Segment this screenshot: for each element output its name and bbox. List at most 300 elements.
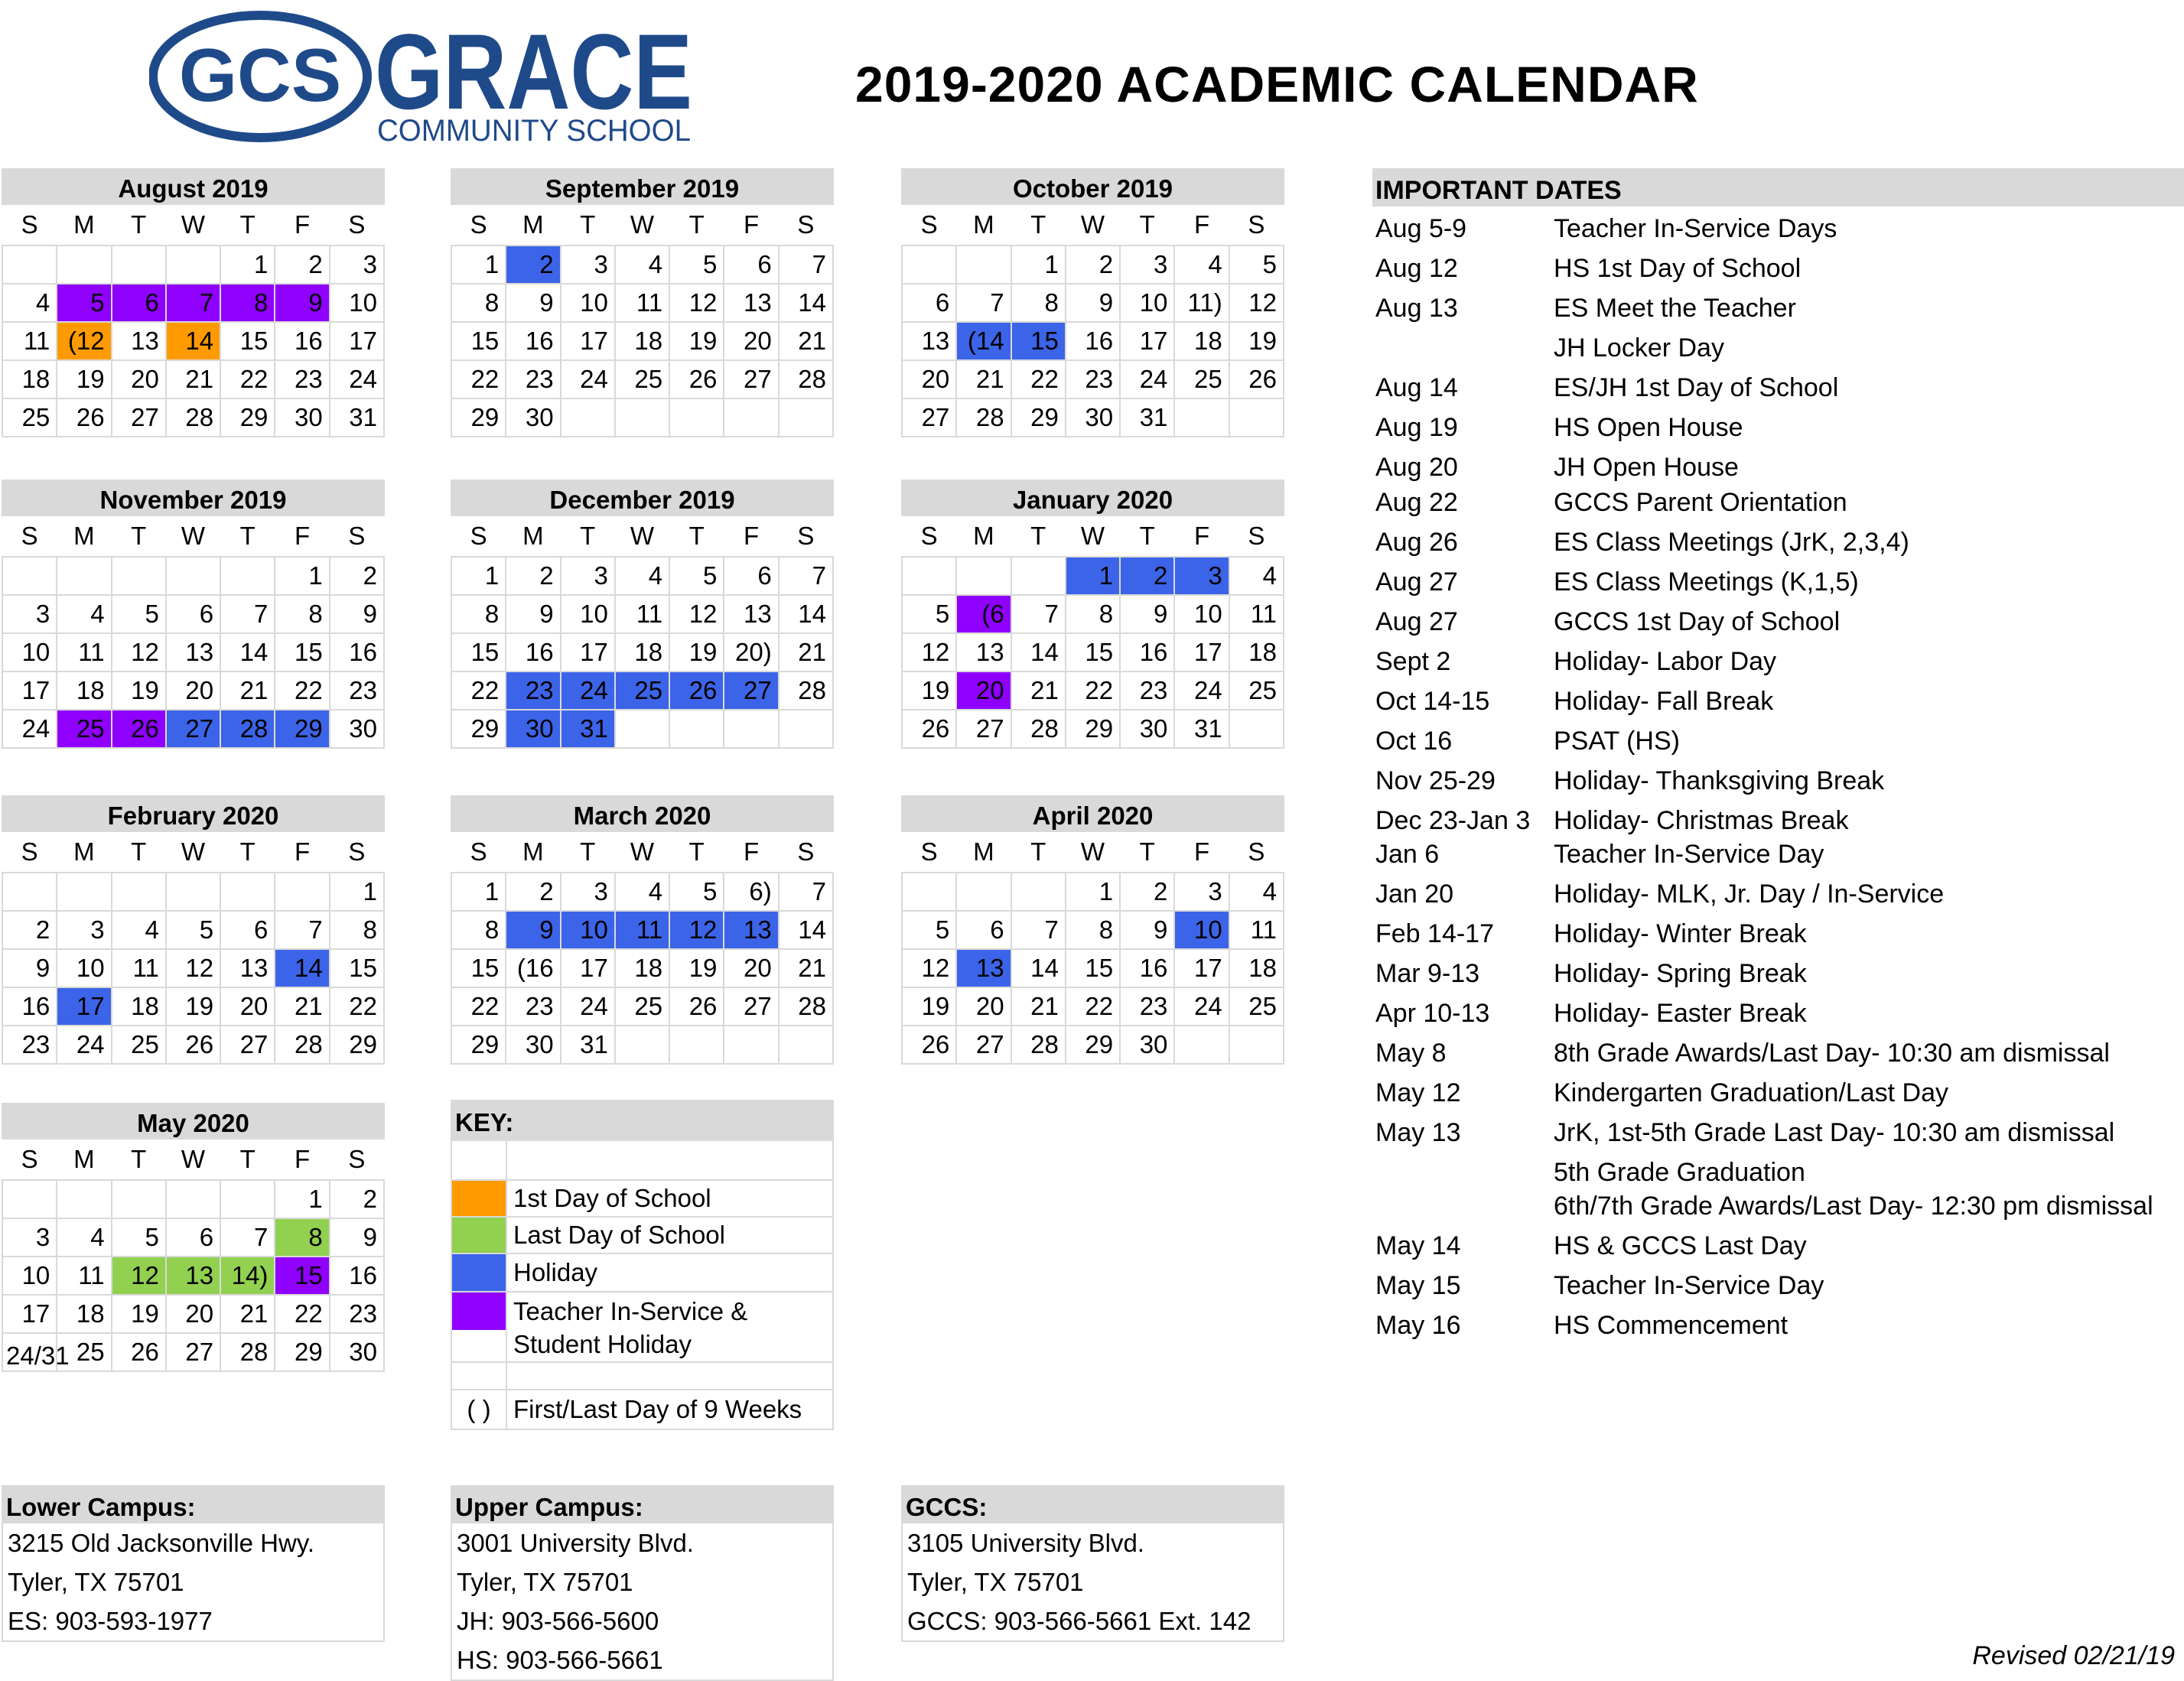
day-cell: 20 [166, 671, 220, 710]
weekday-label: T [580, 210, 596, 239]
month-name: April 2020 [901, 795, 1284, 832]
day-cell: 22 [451, 987, 506, 1026]
week-row [2, 1218, 384, 1257]
day-cell: 3 [57, 911, 111, 949]
important-date: Aug 20 [1375, 453, 1458, 482]
day-cell: 12 [902, 949, 956, 987]
day-cell: 15 [451, 949, 506, 987]
day-cell: 14 [779, 911, 833, 949]
campus-line: HS: 903-566-5661 [457, 1646, 663, 1674]
weekday-label: F [1193, 522, 1210, 550]
important-description: ES/JH 1st Day of School [1554, 373, 1839, 402]
important-description: Holiday- Winter Break [1554, 919, 1807, 948]
month-grid [451, 832, 834, 1065]
week-row [2, 1026, 384, 1064]
important-description: ES Meet the Teacher [1554, 294, 1796, 323]
day-cell: 30 [1120, 1026, 1174, 1064]
day-cell: 20 [724, 322, 778, 360]
day-cell: 2 [275, 245, 329, 284]
key-spacer-label [506, 1362, 833, 1390]
day-cell: 14 [1011, 633, 1066, 671]
key-holiday-label: Holiday [506, 1253, 833, 1292]
day-cell: 18 [1174, 322, 1229, 360]
day-cell: 5 [112, 1218, 166, 1257]
important-date: Oct 14-15 [1375, 687, 1490, 716]
day-cell: 25 [112, 1026, 166, 1064]
week-row [451, 1026, 833, 1064]
important-description: JrK, 1st-5th Grade Last Day- 10:30 am dismissal [1554, 1118, 2115, 1147]
key-inservice-label-1: Teacher In-Service & [506, 1292, 833, 1330]
week-row [902, 595, 1284, 633]
day-cell: 24 [57, 1026, 111, 1064]
day-cell: 1 [451, 245, 506, 284]
day-cell: 8 [451, 595, 506, 633]
day-cell [1229, 1026, 1284, 1064]
day-cell: 23 [506, 671, 560, 710]
day-cell [615, 398, 669, 437]
day-cell: 5 [669, 245, 724, 284]
day-cell: 17 [57, 987, 111, 1026]
day-cell: 26 [57, 398, 111, 437]
day-cell: 24 [561, 671, 615, 710]
weekday-label: T [131, 522, 147, 550]
day-cell: 22 [220, 360, 275, 398]
day-cell: 6 [220, 911, 275, 949]
day-cell: 19 [112, 671, 166, 710]
day-cell: 3 [561, 873, 615, 911]
day-cell: 22 [330, 987, 384, 1026]
weekday-label: T [239, 210, 256, 239]
weekday-label: S [21, 522, 38, 550]
day-cell: 28 [956, 398, 1011, 437]
day-cell: 19 [669, 949, 724, 987]
important-description: HS Open House [1554, 413, 1743, 442]
day-cell: 31 [330, 398, 384, 437]
day-cell: (14 [956, 322, 1011, 360]
day-cell: 3 [561, 557, 615, 595]
month-name: February 2020 [2, 795, 385, 832]
key-inservice-label-2: Student Holiday [506, 1330, 833, 1362]
day-cell: 7 [166, 284, 220, 322]
day-cell: 8 [1011, 284, 1066, 322]
day-cell [1229, 710, 1284, 748]
day-cell: 14 [1011, 949, 1066, 987]
weekday-label: M [973, 522, 994, 550]
day-cell: 9 [1120, 595, 1174, 633]
weekday-label: T [580, 837, 596, 866]
weekday-label: F [743, 837, 760, 866]
day-cell: 2 [330, 557, 384, 595]
day-cell: 27 [112, 398, 166, 437]
key-blank-swatch [451, 1140, 506, 1180]
day-cell: 19 [1229, 322, 1284, 360]
campus-line: 3105 University Blvd. [907, 1529, 1144, 1557]
campus-details [901, 1523, 1284, 1642]
day-cell: 7 [779, 557, 833, 595]
day-cell: 7 [956, 284, 1011, 322]
important-description: 6th/7th Grade Awards/Last Day- 12:30 pm dismissal [1554, 1192, 2153, 1221]
important-description: Holiday- Easter Break [1554, 999, 1807, 1028]
weekday-label: F [1193, 837, 1210, 866]
day-cell [2, 245, 57, 284]
day-cell: (16 [506, 949, 560, 987]
day-cell: 18 [1229, 949, 1284, 987]
day-cell: 23 [506, 360, 560, 398]
month-name: August 2019 [2, 168, 385, 205]
day-cell: 4 [615, 873, 669, 911]
day-cell: 11 [615, 911, 669, 949]
day-cell [112, 873, 166, 911]
day-cell: 13 [956, 949, 1011, 987]
important-description: HS 1st Day of School [1554, 254, 1802, 283]
day-cell: 9 [506, 911, 560, 949]
important-description: Teacher In-Service Day [1554, 1271, 1824, 1300]
day-cell: 2 [506, 873, 560, 911]
day-cell: 28 [275, 1026, 329, 1064]
day-cell: 25 [615, 360, 669, 398]
day-cell: 11 [615, 284, 669, 322]
weekday-label: S [1248, 522, 1265, 550]
day-cell: 16 [1120, 949, 1174, 987]
month-calendar [451, 168, 834, 437]
campus-details [451, 1523, 834, 1681]
day-cell: 4 [2, 284, 57, 322]
day-cell: 4 [1174, 245, 1229, 284]
day-cell: 21 [220, 671, 275, 710]
weekday-label: T [688, 837, 705, 866]
day-cell: 10 [57, 949, 111, 987]
day-cell: 13 [902, 322, 956, 360]
day-cell: 15 [451, 633, 506, 671]
day-cell: 20 [724, 949, 778, 987]
day-cell: 7 [220, 1218, 275, 1257]
day-cell: 24 [561, 360, 615, 398]
campus-line: Tyler, TX 75701 [907, 1568, 1084, 1596]
key-holiday-swatch [451, 1253, 506, 1292]
week-row [902, 949, 1284, 987]
day-cell: 15 [1066, 633, 1120, 671]
day-cell: 23 [275, 360, 329, 398]
day-cell: 13 [956, 633, 1011, 671]
day-cell: 16 [1066, 322, 1120, 360]
important-description: Teacher In-Service Day [1554, 840, 1824, 869]
day-cell: 4 [1229, 873, 1284, 911]
week-row [902, 633, 1284, 671]
week-row [451, 322, 833, 360]
weekday-label: W [630, 837, 655, 866]
day-cell: 13 [166, 1257, 220, 1295]
month-calendar [451, 480, 834, 749]
day-cell [956, 873, 1011, 911]
weekday-label: M [973, 837, 994, 866]
weekday-label: T [131, 210, 147, 239]
important-description: ES Class Meetings (K,1,5) [1554, 567, 1859, 597]
campus-title: Lower Campus: [2, 1485, 385, 1523]
month-grid [2, 205, 385, 437]
day-cell: 6 [166, 1218, 220, 1257]
day-cell: 20 [956, 987, 1011, 1026]
day-cell: 30 [1066, 398, 1120, 437]
week-row [451, 987, 833, 1026]
weekday-label: F [294, 1145, 311, 1173]
day-cell: 22 [275, 1295, 329, 1333]
day-cell: 27 [956, 710, 1011, 748]
revised-date: Revised 02/21/19 [1972, 1641, 2175, 1670]
important-date: Apr 10-13 [1375, 999, 1490, 1028]
day-cell: 20 [956, 671, 1011, 710]
day-cell: 6 [112, 284, 166, 322]
weekday-label: T [580, 522, 596, 550]
week-row [2, 557, 384, 595]
day-cell: 12 [669, 284, 724, 322]
important-date: Aug 26 [1375, 528, 1458, 557]
month-grid [2, 832, 385, 1065]
day-cell: 12 [1229, 284, 1284, 322]
weekday-label: F [294, 837, 311, 866]
day-cell: 28 [779, 360, 833, 398]
weekday-label: M [522, 210, 544, 239]
weekday-label: S [348, 837, 366, 866]
day-cell: 8 [451, 911, 506, 949]
weekday-label: T [688, 210, 705, 239]
day-cell: 3 [2, 1218, 57, 1257]
day-cell: 19 [902, 987, 956, 1026]
week-row [2, 1257, 384, 1295]
day-cell: 12 [902, 633, 956, 671]
weekday-label: S [470, 522, 487, 550]
day-cell: 8 [275, 595, 329, 633]
day-cell: 1 [330, 873, 384, 911]
day-cell [57, 557, 111, 595]
day-cell: 28 [779, 671, 833, 710]
day-cell: 11 [57, 633, 111, 671]
day-cell: 5 [112, 595, 166, 633]
campus-line: GCCS: 903-566-5661 Ext. 142 [907, 1607, 1251, 1635]
day-cell: 2 [330, 1180, 384, 1218]
day-cell: 17 [2, 1295, 57, 1333]
day-cell: 27 [724, 671, 778, 710]
day-cell: 10 [561, 911, 615, 949]
day-cell: 2 [2, 911, 57, 949]
day-cell: 24 [330, 360, 384, 398]
key-table [451, 1140, 834, 1430]
important-date: May 12 [1375, 1078, 1461, 1107]
month-calendar [901, 480, 1284, 749]
month-grid [451, 205, 834, 437]
important-dates-heading: IMPORTANT DATES [1372, 168, 2184, 206]
week-row [2, 595, 384, 633]
page-title: 2019-2020 ACADEMIC CALENDAR [855, 56, 1699, 112]
day-cell: 21 [1011, 987, 1066, 1026]
month-calendar [2, 480, 385, 749]
day-cell: 30 [1120, 710, 1174, 748]
day-cell: 14 [220, 633, 275, 671]
week-row [902, 710, 1284, 748]
important-description: JH Locker Day [1554, 333, 1724, 363]
weekday-label: F [743, 210, 760, 239]
weekday-label: T [1139, 210, 1155, 239]
day-cell [779, 710, 833, 748]
day-cell: 17 [2, 671, 57, 710]
day-cell [779, 398, 833, 437]
day-cell: 23 [1066, 360, 1120, 398]
day-cell: 10 [561, 284, 615, 322]
day-cell: 13 [220, 949, 275, 987]
week-row [2, 398, 384, 437]
weekday-label: M [73, 1145, 95, 1173]
weekday-label: W [181, 522, 206, 550]
week-row [451, 949, 833, 987]
important-date: Sept 2 [1375, 647, 1451, 676]
day-cell: 9 [330, 1218, 384, 1257]
day-cell: 29 [451, 710, 506, 748]
day-cell [724, 1026, 778, 1064]
day-cell: 18 [57, 1295, 111, 1333]
day-cell [166, 557, 220, 595]
day-cell: 26 [166, 1026, 220, 1064]
important-description: GCCS 1st Day of School [1554, 607, 1841, 636]
weekday-label: M [522, 522, 544, 550]
day-cell: 15 [330, 949, 384, 987]
month-name: May 2020 [2, 1103, 385, 1140]
key-parens-label: First/Last Day of 9 Weeks [506, 1390, 833, 1429]
day-cell [956, 557, 1011, 595]
important-date: May 16 [1375, 1311, 1461, 1340]
day-cell: 29 [330, 1026, 384, 1064]
important-date: Aug 12 [1375, 254, 1458, 283]
day-cell: 2 [1120, 557, 1174, 595]
week-row [902, 284, 1284, 322]
day-cell: 11 [57, 1257, 111, 1295]
day-cell: 25 [615, 671, 669, 710]
important-description: ES Class Meetings (JrK, 2,3,4) [1554, 528, 1909, 557]
weekday-label: W [181, 837, 206, 866]
day-cell: 26 [669, 987, 724, 1026]
day-cell: 21 [275, 987, 329, 1026]
month-calendar [901, 168, 1284, 437]
day-cell: 19 [112, 1295, 166, 1333]
campus-details [2, 1523, 385, 1642]
day-cell: 11 [615, 595, 669, 633]
day-cell: 1 [275, 1180, 329, 1218]
day-cell: 17 [561, 633, 615, 671]
day-cell [615, 1026, 669, 1064]
week-row [2, 710, 384, 748]
day-cell: 14 [779, 284, 833, 322]
day-cell: 29 [275, 1333, 329, 1371]
day-cell: 21 [166, 360, 220, 398]
day-cell: 18 [615, 633, 669, 671]
day-cell: 4 [1229, 557, 1284, 595]
important-date: Aug 19 [1375, 413, 1458, 442]
day-cell: 29 [451, 1026, 506, 1064]
day-cell [615, 710, 669, 748]
month-calendar [2, 168, 385, 437]
day-cell: 26 [669, 360, 724, 398]
week-row [451, 710, 833, 748]
important-description: Holiday- Thanksgiving Break [1554, 766, 1885, 795]
weekday-label: T [1030, 837, 1046, 866]
day-cell: 18 [112, 987, 166, 1026]
important-date: Aug 14 [1375, 373, 1458, 402]
day-cell: 2 [506, 557, 560, 595]
important-date: May 15 [1375, 1271, 1461, 1300]
week-row [451, 873, 833, 911]
weekday-label: S [920, 837, 938, 866]
weekday-label: S [348, 1145, 366, 1173]
day-cell: 10 [2, 633, 57, 671]
day-cell [57, 245, 111, 284]
important-date: May 8 [1375, 1039, 1447, 1068]
important-date: Dec 23-Jan 3 [1375, 806, 1531, 835]
weekday-label: T [239, 837, 256, 866]
day-cell: 14 [166, 322, 220, 360]
day-cell [902, 873, 956, 911]
day-cell: 8 [220, 284, 275, 322]
day-cell: 12 [166, 949, 220, 987]
day-cell: 18 [615, 322, 669, 360]
day-cell: 29 [1011, 398, 1066, 437]
month-name: December 2019 [451, 480, 834, 516]
day-cell: 4 [57, 1218, 111, 1257]
day-cell: 17 [1174, 633, 1229, 671]
day-cell [902, 245, 956, 284]
month-grid [451, 516, 834, 749]
day-cell: 20) [724, 633, 778, 671]
weekday-label: W [630, 522, 655, 550]
weekday-label: S [920, 210, 938, 239]
day-cell: 11) [1174, 284, 1229, 322]
week-row [902, 987, 1284, 1026]
day-cell: 17 [561, 949, 615, 987]
campus-lower [2, 1485, 385, 1642]
day-cell [275, 873, 329, 911]
day-cell: 28 [1011, 710, 1066, 748]
campus-line: 3001 University Blvd. [457, 1529, 694, 1557]
day-cell: 21 [220, 1295, 275, 1333]
day-cell: 31 [1174, 710, 1229, 748]
logo-mark: GCS [178, 33, 342, 117]
key-inservice-swatch [451, 1292, 506, 1330]
day-cell: 19 [166, 987, 220, 1026]
day-cell: 14 [275, 949, 329, 987]
day-cell: 1 [220, 245, 275, 284]
day-cell: 5 [669, 873, 724, 911]
day-cell: 29 [451, 398, 506, 437]
day-cell: 26 [902, 1026, 956, 1064]
week-row [2, 633, 384, 671]
day-cell: 23 [1120, 671, 1174, 710]
weekday-label: W [181, 210, 206, 239]
day-cell [166, 245, 220, 284]
day-cell [1174, 1026, 1229, 1064]
legend-key [451, 1100, 834, 1430]
month-calendar [2, 795, 385, 1065]
weekday-label: T [239, 1145, 256, 1173]
day-cell: 13 [724, 284, 778, 322]
day-cell: 1 [451, 557, 506, 595]
day-cell: 28 [220, 1333, 275, 1371]
key-parens-symbol: ( ) [451, 1390, 506, 1429]
weekday-label: T [688, 522, 705, 550]
day-cell: 11 [112, 949, 166, 987]
important-description: Holiday- MLK, Jr. Day / In-Service [1554, 880, 1945, 909]
day-cell: 24 [1120, 360, 1174, 398]
day-cell: 6 [902, 284, 956, 322]
day-cell: 4 [615, 245, 669, 284]
day-cell: 24 [1174, 987, 1229, 1026]
weekday-label: S [21, 837, 38, 866]
